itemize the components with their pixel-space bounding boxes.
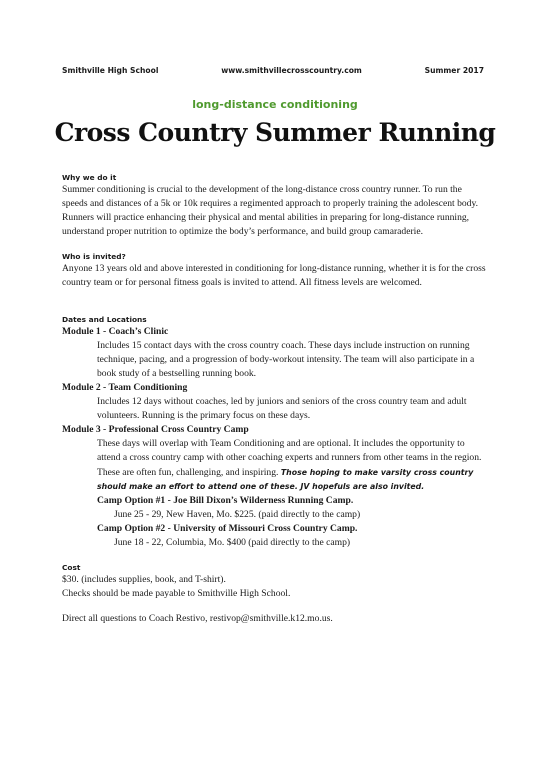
header-school: Smithville High School — [62, 66, 159, 75]
camp-option-1-title: Camp Option #1 - Joe Bill Dixon’s Wilderness Running Camp. — [97, 494, 354, 506]
cost-line-1: $30. (includes supplies, book, and T-shirt). — [62, 574, 226, 586]
cost-line-2: Checks should be made payable to Smithville High School. — [62, 588, 291, 600]
document-body — [62, 172, 488, 626]
section-dates — [62, 314, 488, 551]
section-heading-who: Who is invited? — [62, 252, 126, 262]
camp-option-2-details: June 18 - 22, Columbia, Mo. $400 (paid directly to the camp) — [114, 536, 351, 548]
page-header — [62, 66, 484, 75]
header-website: www.smithvillecrosscountry.com — [221, 66, 362, 75]
header-season: Summer 2017 — [424, 66, 484, 75]
section-text-why: Summer conditioning is crucial to the development of the long-distance cross country runner. To run the speeds and distances of a 5k or 10k requires a regimented approach to properly training the adolescent body. Runners will practice enhancing their physical and mental abilities in preparing for long-distance running, understand proper nutrition to optimize the body’s performance, and build group camaraderie. — [62, 184, 479, 238]
varsity-note: Those hoping to make varsity cross country should make an effort to attend one of these. JV hopefuls are also invited. — [97, 467, 474, 491]
contact-line: Direct all questions to Coach Restivo, restivop@smithville.k12.mo.us. — [62, 613, 333, 625]
module-1-title: Module 1 - Coach’s Clinic — [62, 325, 169, 337]
section-heading-dates: Dates and Locations — [62, 314, 147, 324]
section-why — [62, 172, 488, 239]
module-2-text: Includes 12 days without coaches, led by juniors and seniors of the cross country team and adult volunteers. Running is the primary focus on these days. — [97, 396, 467, 422]
document-title: Cross Country Summer Running — [54, 118, 496, 147]
camp-option-1-details: June 25 - 29, New Haven, Mo. $225. (paid directly to the camp) — [114, 508, 361, 520]
module-3-title: Module 3 - Professional Cross Country Camp — [62, 424, 249, 436]
section-heading-why: Why we do it — [62, 173, 117, 182]
document-subtitle: long-distance conditioning — [192, 98, 358, 111]
module-2-title: Module 2 - Team Conditioning — [62, 381, 188, 393]
module-3-text — [62, 437, 488, 493]
module-3-description: These days will overlap with Team Conditioning and are optional. It includes the opportunity to attend a cross country camp with other coaching experts and runners from other teams in the region. These are often fun, challenging, and inspiring. — [97, 438, 482, 478]
module-1-text: Includes 15 contact days with the cross country coach. These days include instruction on running technique, pacing, and a progression of body-workout intensity. The team will also participate in a book study of a bestselling running book. — [97, 339, 475, 379]
section-who — [62, 251, 488, 290]
section-heading-cost: Cost — [62, 563, 81, 573]
section-cost — [62, 562, 488, 626]
section-text-who: Anyone 13 years old and above interested in conditioning for long-distance running, whether it is for the cross country team or for personal fitness goals is invited to attend. All fitness levels are welcomed. — [62, 263, 486, 289]
camp-option-2-title: Camp Option #2 - University of Missouri Cross Country Camp. — [97, 522, 358, 534]
